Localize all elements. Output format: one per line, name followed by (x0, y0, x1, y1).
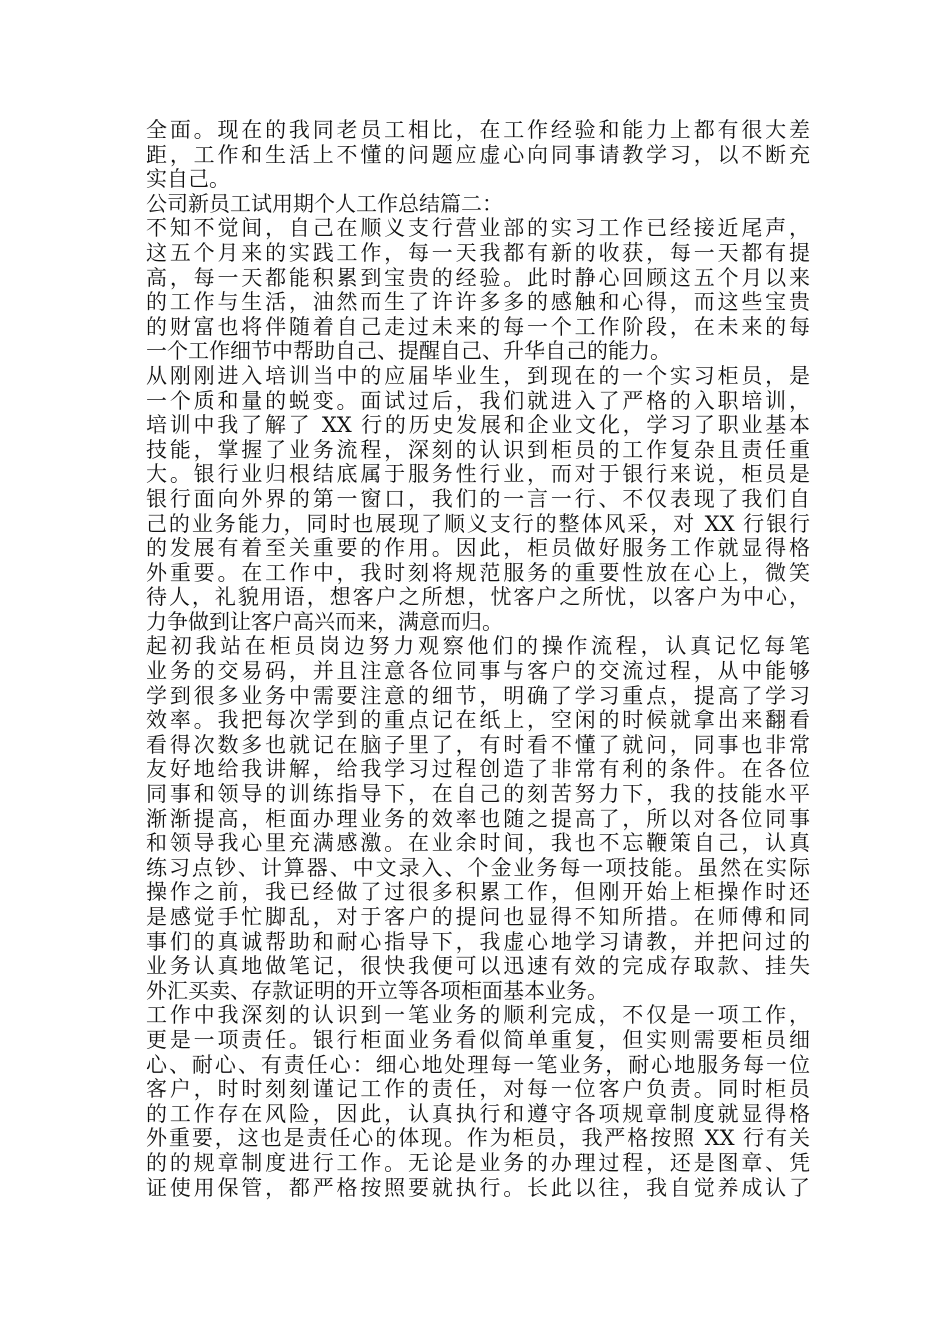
text-line: 业务的交易码，并且注意各位同事与客户的交流过程，从中能够 (146, 659, 810, 684)
text-line: 工作中我深刻的认识到一笔业务的顺利完成，不仅是一项工作， (146, 1003, 810, 1028)
text-line: 业务认真地做笔记，很快我便可以迅速有效的完成存取款、挂失 (146, 954, 810, 979)
text-line: 大。银行业归根结底属于服务性行业，而对于银行来说，柜员是 (146, 462, 810, 487)
text-line: 证使用保管，都严格按照要就执行。长此以往，我自觉养成认了 (146, 1175, 810, 1200)
text-line: 的发展有着至关重要的作用。因此，柜员做好服务工作就显得格 (146, 536, 810, 561)
text-line: 外汇买卖、存款证明的开立等各项柜面基本业务。 (146, 978, 608, 1003)
text-line: 公司新员工试用期个人工作总结篇二： (146, 191, 503, 216)
text-line: 一个工作细节中帮助自己、提醒自己、升华自己的能力。 (146, 339, 671, 364)
text-line: 高，每一天都能积累到宝贵的经验。此时静心回顾这五个月以来 (146, 265, 810, 290)
text-line: 心、耐心、有责任心：细心地处理每一笔业务，耐心地服务每一位 (146, 1052, 810, 1077)
text-line: 和领导我心里充满感激。在业余时间，我也不忘鞭策自己，认真 (146, 831, 810, 856)
text-line: 客户，时时刻刻谨记工作的责任，对每一位客户负责。同时柜员 (146, 1077, 810, 1102)
text-line: 练习点钞、计算器、中文录入、个金业务每一项技能。虽然在实际 (146, 855, 810, 880)
text-line: 一个质和量的蜕变。面试过后，我们就进入了严格的入职培训， (146, 388, 810, 413)
text-line: 的工作存在风险，因此，认真执行和遵守各项规章制度就显得格 (146, 1101, 810, 1126)
text-line: 力争做到让客户高兴而来，满意而归。 (146, 609, 503, 634)
text-line: 己的业务能力，同时也展现了顺义支行的整体风采，对 XX 行银行 (146, 511, 810, 536)
text-line: 事们的真诚帮助和耐心指导下，我虚心地学习请教，并把问过的 (146, 929, 810, 954)
text-line: 外重要，这也是责任心的体现。作为柜员，我严格按照 XX 行有关 (146, 1126, 810, 1151)
text-line: 学到很多业务中需要注意的细节，明确了学习重点，提高了学习 (146, 683, 810, 708)
text-line: 是感觉手忙脚乱，对于客户的提问也显得不知所措。在师傅和同 (146, 905, 810, 929)
text-line: 操作之前，我已经做了过很多积累工作，但刚开始上柜操作时还 (146, 880, 810, 905)
text-line: 培训中我了解了 XX 行的历史发展和企业文化，学习了职业基本 (146, 413, 810, 438)
text-line: 友好地给我讲解，给我学习过程创造了非常有利的条件。在各位 (146, 757, 810, 782)
text-line: 这五个月来的实践工作，每一天我都有新的收获，每一天都有提 (146, 240, 810, 265)
text-line: 技能，掌握了业务流程，深刻的认识到柜员的工作复杂且责任重 (146, 437, 810, 462)
text-line: 起初我站在柜员岗边努力观察他们的操作流程，认真记忆每笔 (146, 634, 810, 659)
document-body (146, 118, 810, 1200)
text-line: 不知不觉间，自己在顺义支行营业部的实习工作已经接近尾声， (146, 216, 810, 241)
text-line: 看得次数多也就记在脑子里了，有时看不懂了就问，同事也非常 (146, 732, 810, 757)
text-line: 全面。现在的我同老员工相比，在工作经验和能力上都有很大差 (146, 118, 810, 142)
text-line: 的财富也将伴随着自己走过未来的每一个工作阶段，在未来的每 (146, 314, 810, 339)
text-line: 待人，礼貌用语，想客户之所想，忧客户之所忧，以客户为中心， (146, 585, 810, 610)
text-line: 同事和领导的训练指导下，在自己的刻苦努力下，我的技能水平 (146, 782, 810, 807)
text-line: 更是一项责任。银行柜面业务看似简单重复，但实则需要柜员细 (146, 1027, 810, 1052)
text-line: 的的规章制度进行工作。无论是业务的办理过程，还是图章、凭 (146, 1150, 810, 1175)
text-line: 银行面向外界的第一窗口，我们的一言一行、不仅表现了我们自 (146, 486, 810, 511)
text-line: 的工作与生活，油然而生了许许多多的感触和心得，而这些宝贵 (146, 290, 810, 315)
text-line: 实自己。 (146, 167, 230, 192)
text-line: 效率。我把每次学到的重点记在纸上，空闲的时候就拿出来翻看 (146, 708, 810, 733)
text-line: 外重要。在工作中，我时刻将规范服务的重要性放在心上，微笑 (146, 560, 810, 585)
text-line: 距，工作和生活上不懂的问题应虚心向同事请教学习，以不断充 (146, 142, 810, 167)
text-line: 渐渐提高，柜面办理业务的效率也随之提高了，所以对各位同事 (146, 806, 810, 831)
text-line: 从刚刚进入培训当中的应届毕业生，到现在的一个实习柜员，是 (146, 363, 810, 388)
